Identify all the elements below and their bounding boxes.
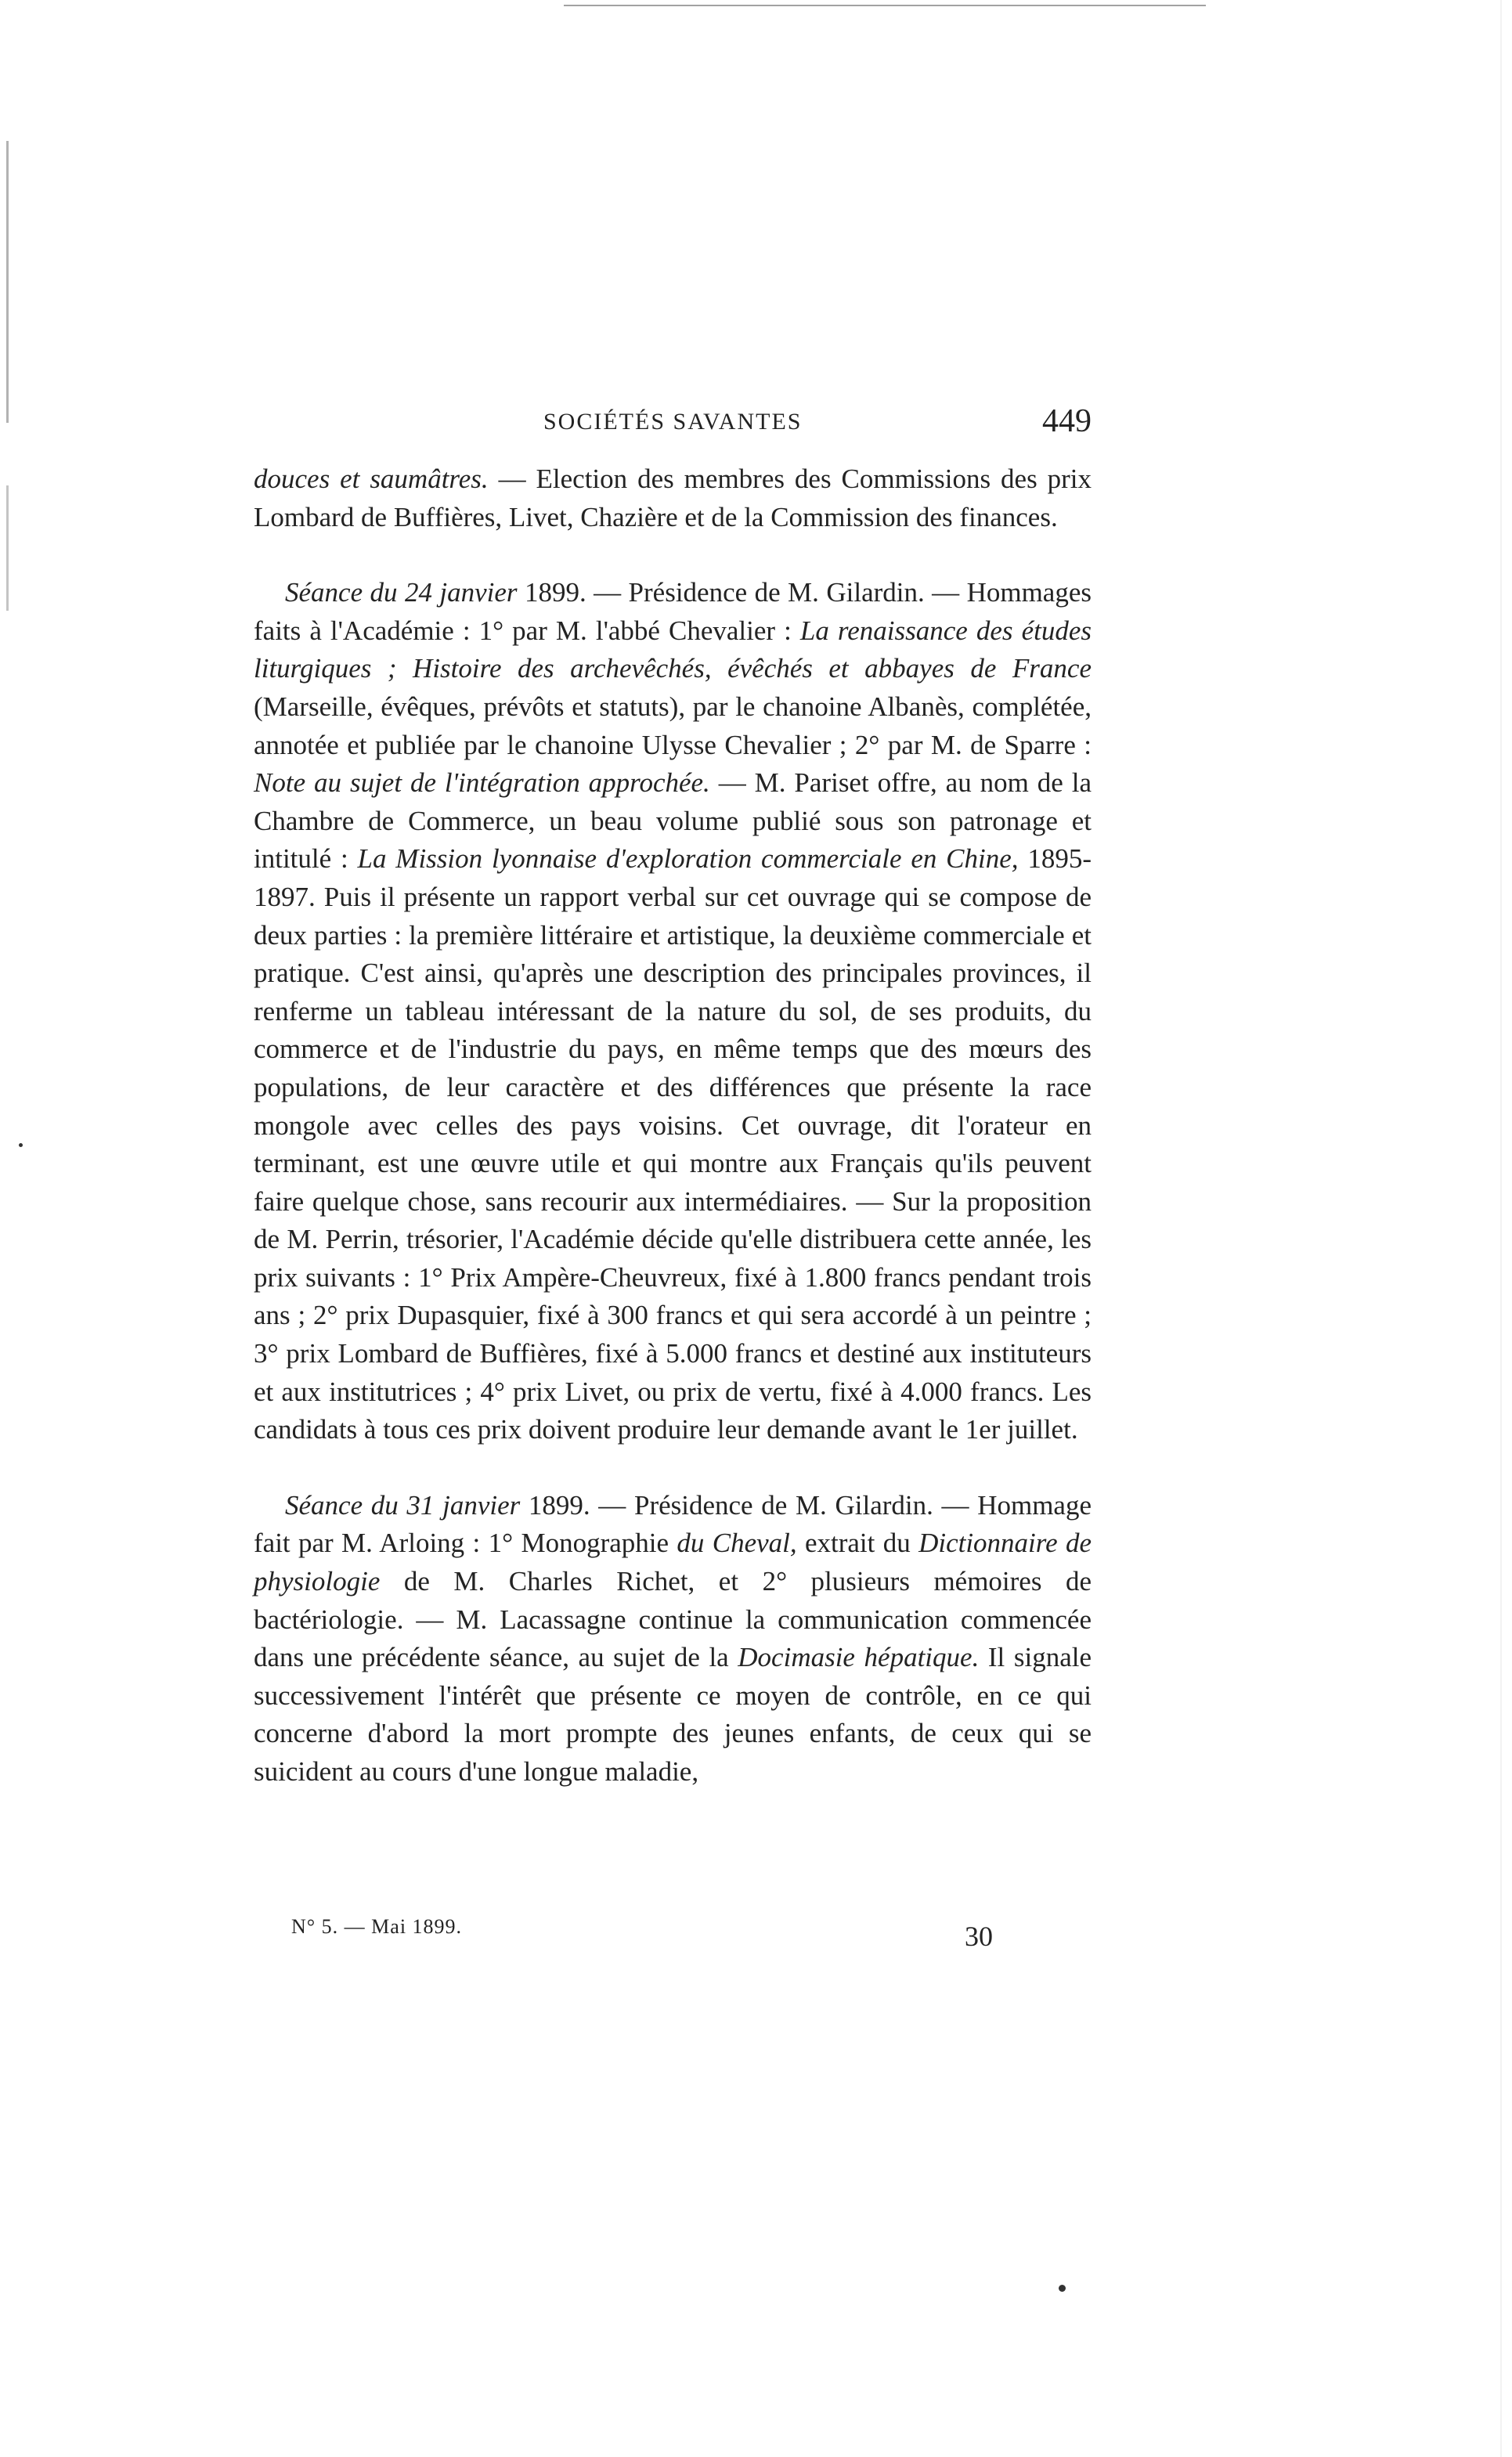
scan-speck xyxy=(19,1143,23,1147)
text-run: — M. Pariset offre, au nom de la Chambre de Commerce, un beau volume publié sous son patronage et intitulé : xyxy=(254,767,1092,875)
paragraph-seance-31-janvier xyxy=(254,1487,1092,1791)
italic-text-run: Séance du 31 janvier xyxy=(285,1489,521,1521)
text-run: extrait du xyxy=(796,1528,919,1559)
body-text xyxy=(254,460,1092,1791)
text-run: 1895-1897. Puis il présente un rapport verbal sur cet ouvrage qui se compose de deux parties : la première littéraire et artistique, la deuxième commerciale et pratique. C'est ainsi, qu'après une description des principales provinces, il renferme un tableau intéressant de la nature du sol, de ses produits, du commerce et de l'industrie du pays, en même temps que des mœurs des populations, de leur caractère et des différences que présente la race mongole avec celles des pays voisins. Cet ouvrage, dit l'orateur en terminant, est une œuvre utile et qui montre aux Français qu'ils peuvent faire quelque chose, sans recourir aux intermédiaires. — Sur la proposition de M. Perrin, trésorier, l'Académie décide qu'elle distribuera cette année, les prix suivants : 1° Prix Ampère-Cheuvreux, fixé à 1.800 francs pendant trois ans ; 2° prix Dupasquier, fixé à 300 francs et qui sera accordé à un peintre ; 3° prix Lombard de Buffières, fixé à 5.000 francs et destiné aux instituteurs et aux institutrices ; 4° prix Livet, ou prix de vertu, fixé à 4.000 francs. Les candidats à tous ces prix doivent produire leur demande avant le 1er juillet. xyxy=(254,843,1092,1445)
paragraph-continuation xyxy=(254,460,1092,536)
text-run: — Election des membres des Commissions des prix Lombard de Buffières, Livet, Chazière et de la Commission des finances. xyxy=(254,464,1092,532)
signature-mark: 30 xyxy=(965,1921,993,1952)
issue-note: N° 5. — Mai 1899. xyxy=(291,1915,463,1938)
italic-text-run: Séance du 24 janvier xyxy=(285,577,518,608)
text-run: Il signale successivement l'intérêt que présente ce moyen de contrôle, en ce qui concerne d'abord la mort prompte des jeunes enfants, de ceux qui se suicident au cours d'une longue maladie, xyxy=(254,1642,1092,1787)
italic-text-run: La Mission lyonnaise d'exploration commerciale en Chine, xyxy=(357,843,1019,875)
scan-right-edge xyxy=(1500,0,1502,2457)
italic-text-run: douces et saumâtres. xyxy=(254,464,489,494)
scan-left-mark xyxy=(6,485,9,611)
italic-text-run: Note au sujet de l'intégration approchée. xyxy=(254,767,710,799)
scan-top-rule xyxy=(564,5,1206,6)
italic-text-run: Dictionnaire de physiologie xyxy=(254,1528,1092,1597)
italic-text-run: La renaissance des études liturgiques ; Histoire des archevêchés, évêchés et abbayes de France xyxy=(254,615,1092,684)
scan-speck xyxy=(1059,2285,1066,2292)
page-header xyxy=(254,399,1092,454)
italic-text-run: du Cheval, xyxy=(677,1528,797,1559)
scan-left-mark xyxy=(6,141,9,423)
paragraph-seance-24-janvier xyxy=(254,574,1092,1449)
page-number: 449 xyxy=(1042,403,1092,439)
text-run: (Marseille, évêques, prévôts et statuts), par le chanoine Albanès, complétée, annotée et publiée par le chanoine Ulysse Chevalier ; 2° par M. de Sparre : xyxy=(254,691,1092,760)
italic-text-run: Docimasie hépatique. xyxy=(738,1642,980,1673)
running-title: SOCIÉTÉS SAVANTES xyxy=(543,409,803,435)
text-run: 1899. — Présidence de M. Gilardin. — Hommages faits à l'Académie : 1° par M. l'abbé Chevalier : xyxy=(254,577,1092,646)
text-run: de M. Charles Richet, et 2° plusieurs mémoires de bactériologie. — M. Lacassagne continue la communication commencée dans une précédente séance, au sujet de la xyxy=(254,1566,1092,1673)
text-run: 1899. — Présidence de M. Gilardin. — Hommage fait par M. Arloing : 1° Monographie xyxy=(254,1489,1092,1559)
